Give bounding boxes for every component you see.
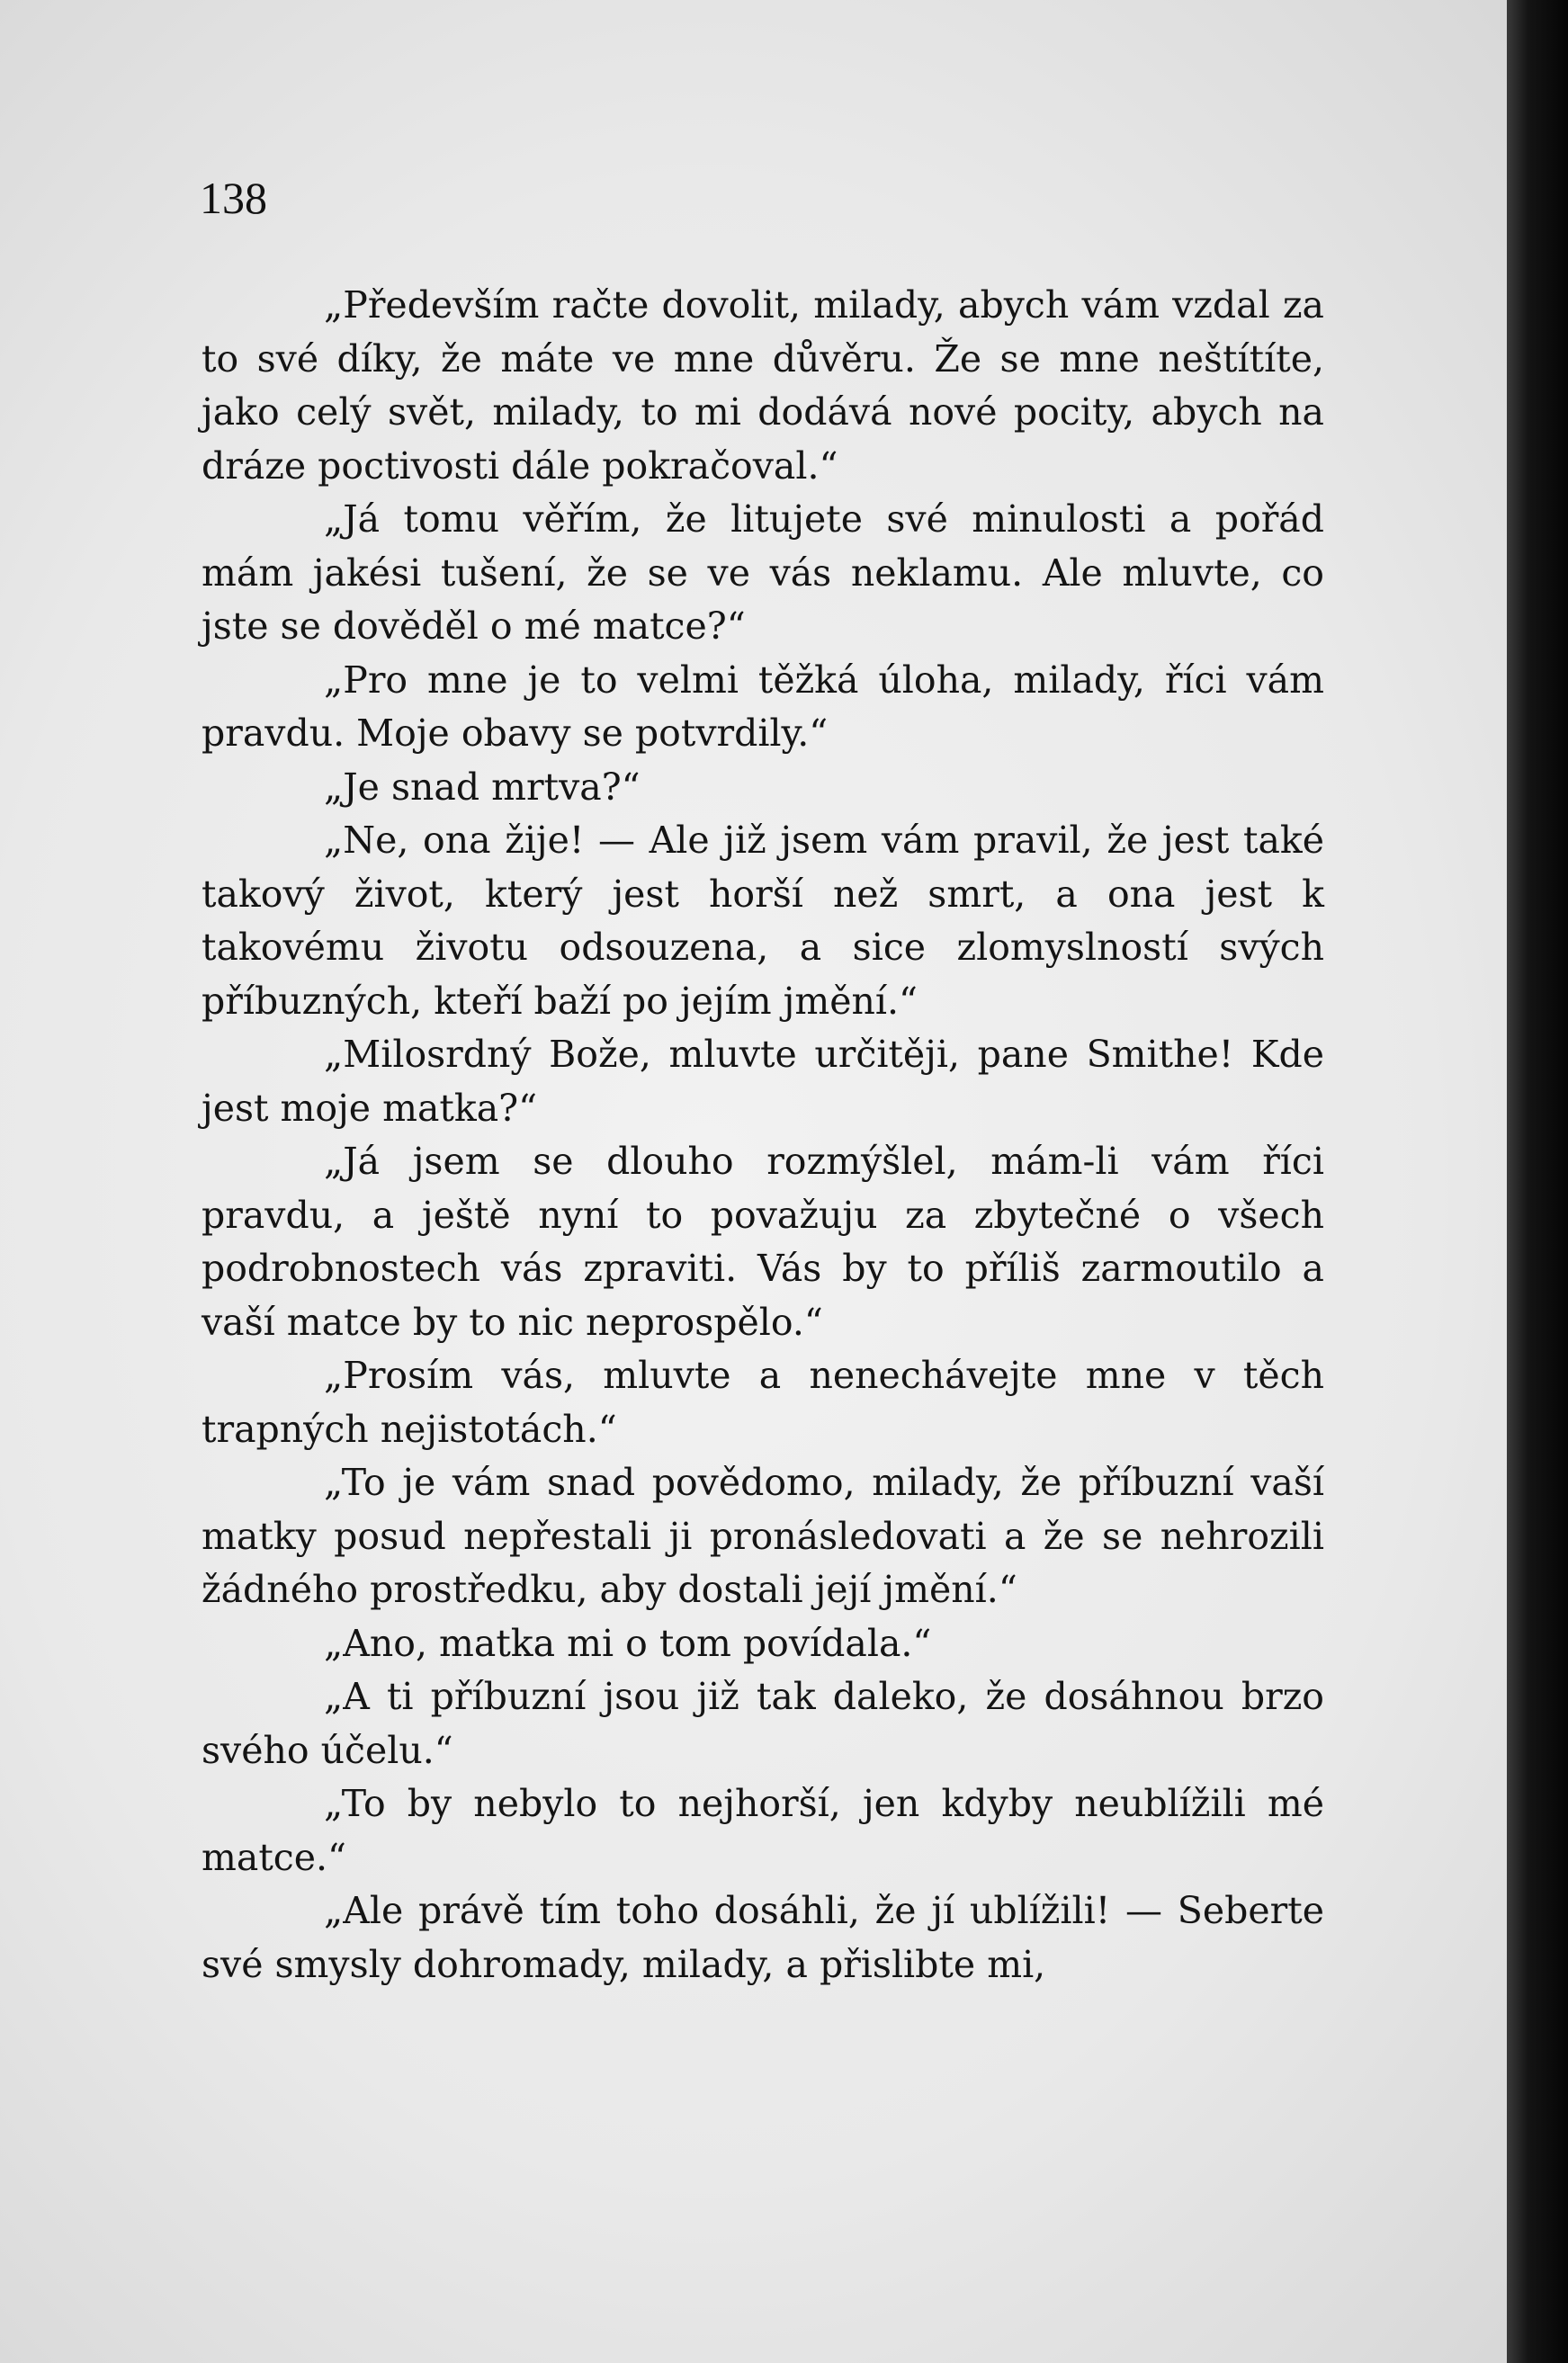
paragraph: „Já jsem se dlouho rozmýšlel, mám-li vám říci pravdu, a ještě nyní to považuju za zbytečné o všech podrobnostech vás zpraviti. Vás by to příliš zarmoutilo a vaší matce by to nic neprospělo.“	[202, 1140, 1324, 1344]
paragraph: „Ano, matka mi o tom povídala.“	[324, 1621, 932, 1665]
paragraph: „To je vám snad povědomo, milady, že příbuzní vaší matky posud nepřestali ji pronásledovati a že se nehrozili žádného prostředku, aby dostali její jmění.“	[202, 1461, 1324, 1611]
paragraph: „Ale právě tím toho dosáhli, že jí ublížili! — Seberte své smysly dohromady, milady, a přislibte mi,	[202, 1889, 1324, 1986]
paragraph: „Já tomu věřím, že litujete své minulosti a pořád mám jakési tušení, že se ve vás neklamu. Ale mluvte, co jste se dověděl o mé matce?“	[202, 497, 1324, 648]
paragraph: „Je snad mrtva?“	[324, 765, 641, 809]
paragraph: „Milosrdný Bože, mluvte určitěji, pane Smithe! Kde jest moje matka?“	[202, 1033, 1324, 1130]
paragraph: „A ti příbuzní jsou již tak daleko, že dosáhnou brzo svého účelu.“	[202, 1675, 1324, 1772]
paragraph: „To by nebylo to nejhorší, jen kdyby neublížili mé matce.“	[202, 1782, 1324, 1879]
paragraph: „Prosím vás, mluvte a nenechávejte mne v těch trapných nejistotách.“	[202, 1354, 1324, 1451]
paragraph: „Pro mne je to velmi těžká úloha, milady, říci vám pravdu. Moje obavy se potvrdily.“	[202, 658, 1324, 755]
page-number: 138	[200, 173, 267, 223]
body-text	[202, 279, 1324, 1992]
book-spine-shadow	[1507, 0, 1568, 2363]
paragraph: „Ne, ona žije! — Ale již jsem vám pravil, že jest také takový život, který jest horší než smrt, a ona jest k takovému životu odsouzena, a sice zlomyslností svých příbuzných, kteří baží po jejím jmění.“	[202, 819, 1324, 1023]
paragraph: „Především račte dovolit, milady, abych vám vzdal za to své díky, že máte ve mne důvěru. Že se mne neštítíte, jako celý svět, milady, to mi dodává nové pocity, abych na dráze poctivosti dále pokračoval.“	[202, 283, 1324, 488]
